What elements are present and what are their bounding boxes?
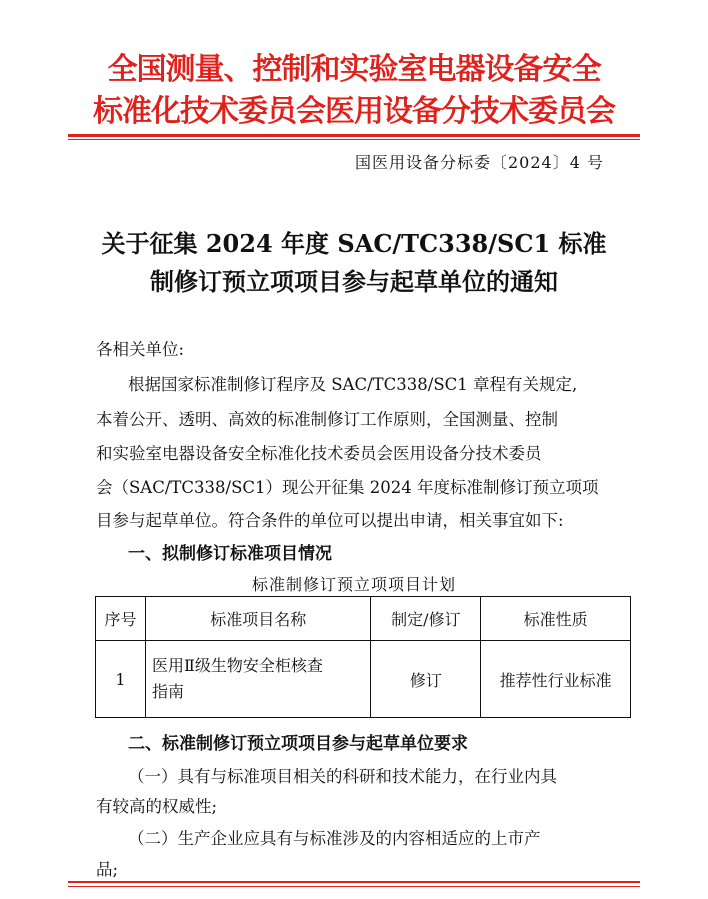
- cell-nature: 推荐性行业标准: [481, 641, 631, 718]
- salutation: 各相关单位:: [96, 340, 185, 359]
- requirement-line: 品;: [96, 860, 119, 879]
- paragraph-line: 会（SAC/TC338/SC1）现公开征集 2024 年度标准制修订预立项项: [96, 478, 599, 497]
- cell-type: 修订: [371, 641, 481, 718]
- section-heading-1: 一、拟制修订标准项目情况: [128, 544, 332, 564]
- paragraph-line: 根据国家标准制修订程序及 SAC/TC338/SC1 章程有关规定,: [128, 375, 578, 394]
- cell-project-name-line2: 指南: [151, 682, 184, 701]
- cell-project-name-line1: 医用Ⅱ级生物安全柜核查: [151, 656, 323, 675]
- cell-seq: 1: [96, 641, 146, 718]
- paragraph-line: 和实验室电器设备安全标准化技术委员会医用设备分技术委员: [96, 444, 542, 463]
- footer-divider-thin: [68, 886, 640, 887]
- table-header-row: [96, 597, 631, 641]
- issuer-name-line1: 全国测量、控制和实验室电器设备安全: [107, 52, 601, 87]
- requirement-line: （二）生产企业应具有与标准涉及的内容相适应的上市产: [128, 829, 541, 848]
- section-heading-2: 二、标准制修订预立项项目参与起草单位要求: [128, 734, 468, 754]
- issuer-name-line2: 标准化技术委员会医用设备分技术委员会: [93, 94, 615, 129]
- column-header-nature: 标准性质: [481, 597, 631, 641]
- column-header-name: 标准项目名称: [145, 597, 371, 641]
- paragraph-line: 目参与起草单位。符合条件的单位可以提出申请，相关事宜如下:: [96, 511, 564, 530]
- table-caption: 标准制修订预立项项目计划: [251, 575, 456, 594]
- document-number: 国医用设备分标委〔2024〕4 号: [355, 153, 604, 172]
- project-plan-table: [95, 596, 631, 718]
- header-divider-thick: [68, 134, 640, 137]
- column-header-seq: 序号: [96, 597, 146, 641]
- table-row: [96, 641, 631, 718]
- notice-title-line2: 制修订预立项项目参与起草单位的通知: [150, 267, 558, 296]
- requirement-line: （一）具有与标准项目相关的科研和技术能力，在行业内具: [128, 767, 557, 786]
- cell-project-name: [145, 641, 371, 718]
- notice-title-line1: 关于征集 2024 年度 SAC/TC338/SC1 标准: [101, 229, 607, 258]
- paragraph-line: 本着公开、透明、高效的标准制修订工作原则，全国测量、控制: [96, 410, 558, 429]
- footer-divider-thick: [68, 881, 640, 883]
- column-header-type: 制定/修订: [371, 597, 481, 641]
- requirement-line: 有较高的权威性;: [96, 797, 218, 816]
- header-divider-thin: [68, 139, 640, 140]
